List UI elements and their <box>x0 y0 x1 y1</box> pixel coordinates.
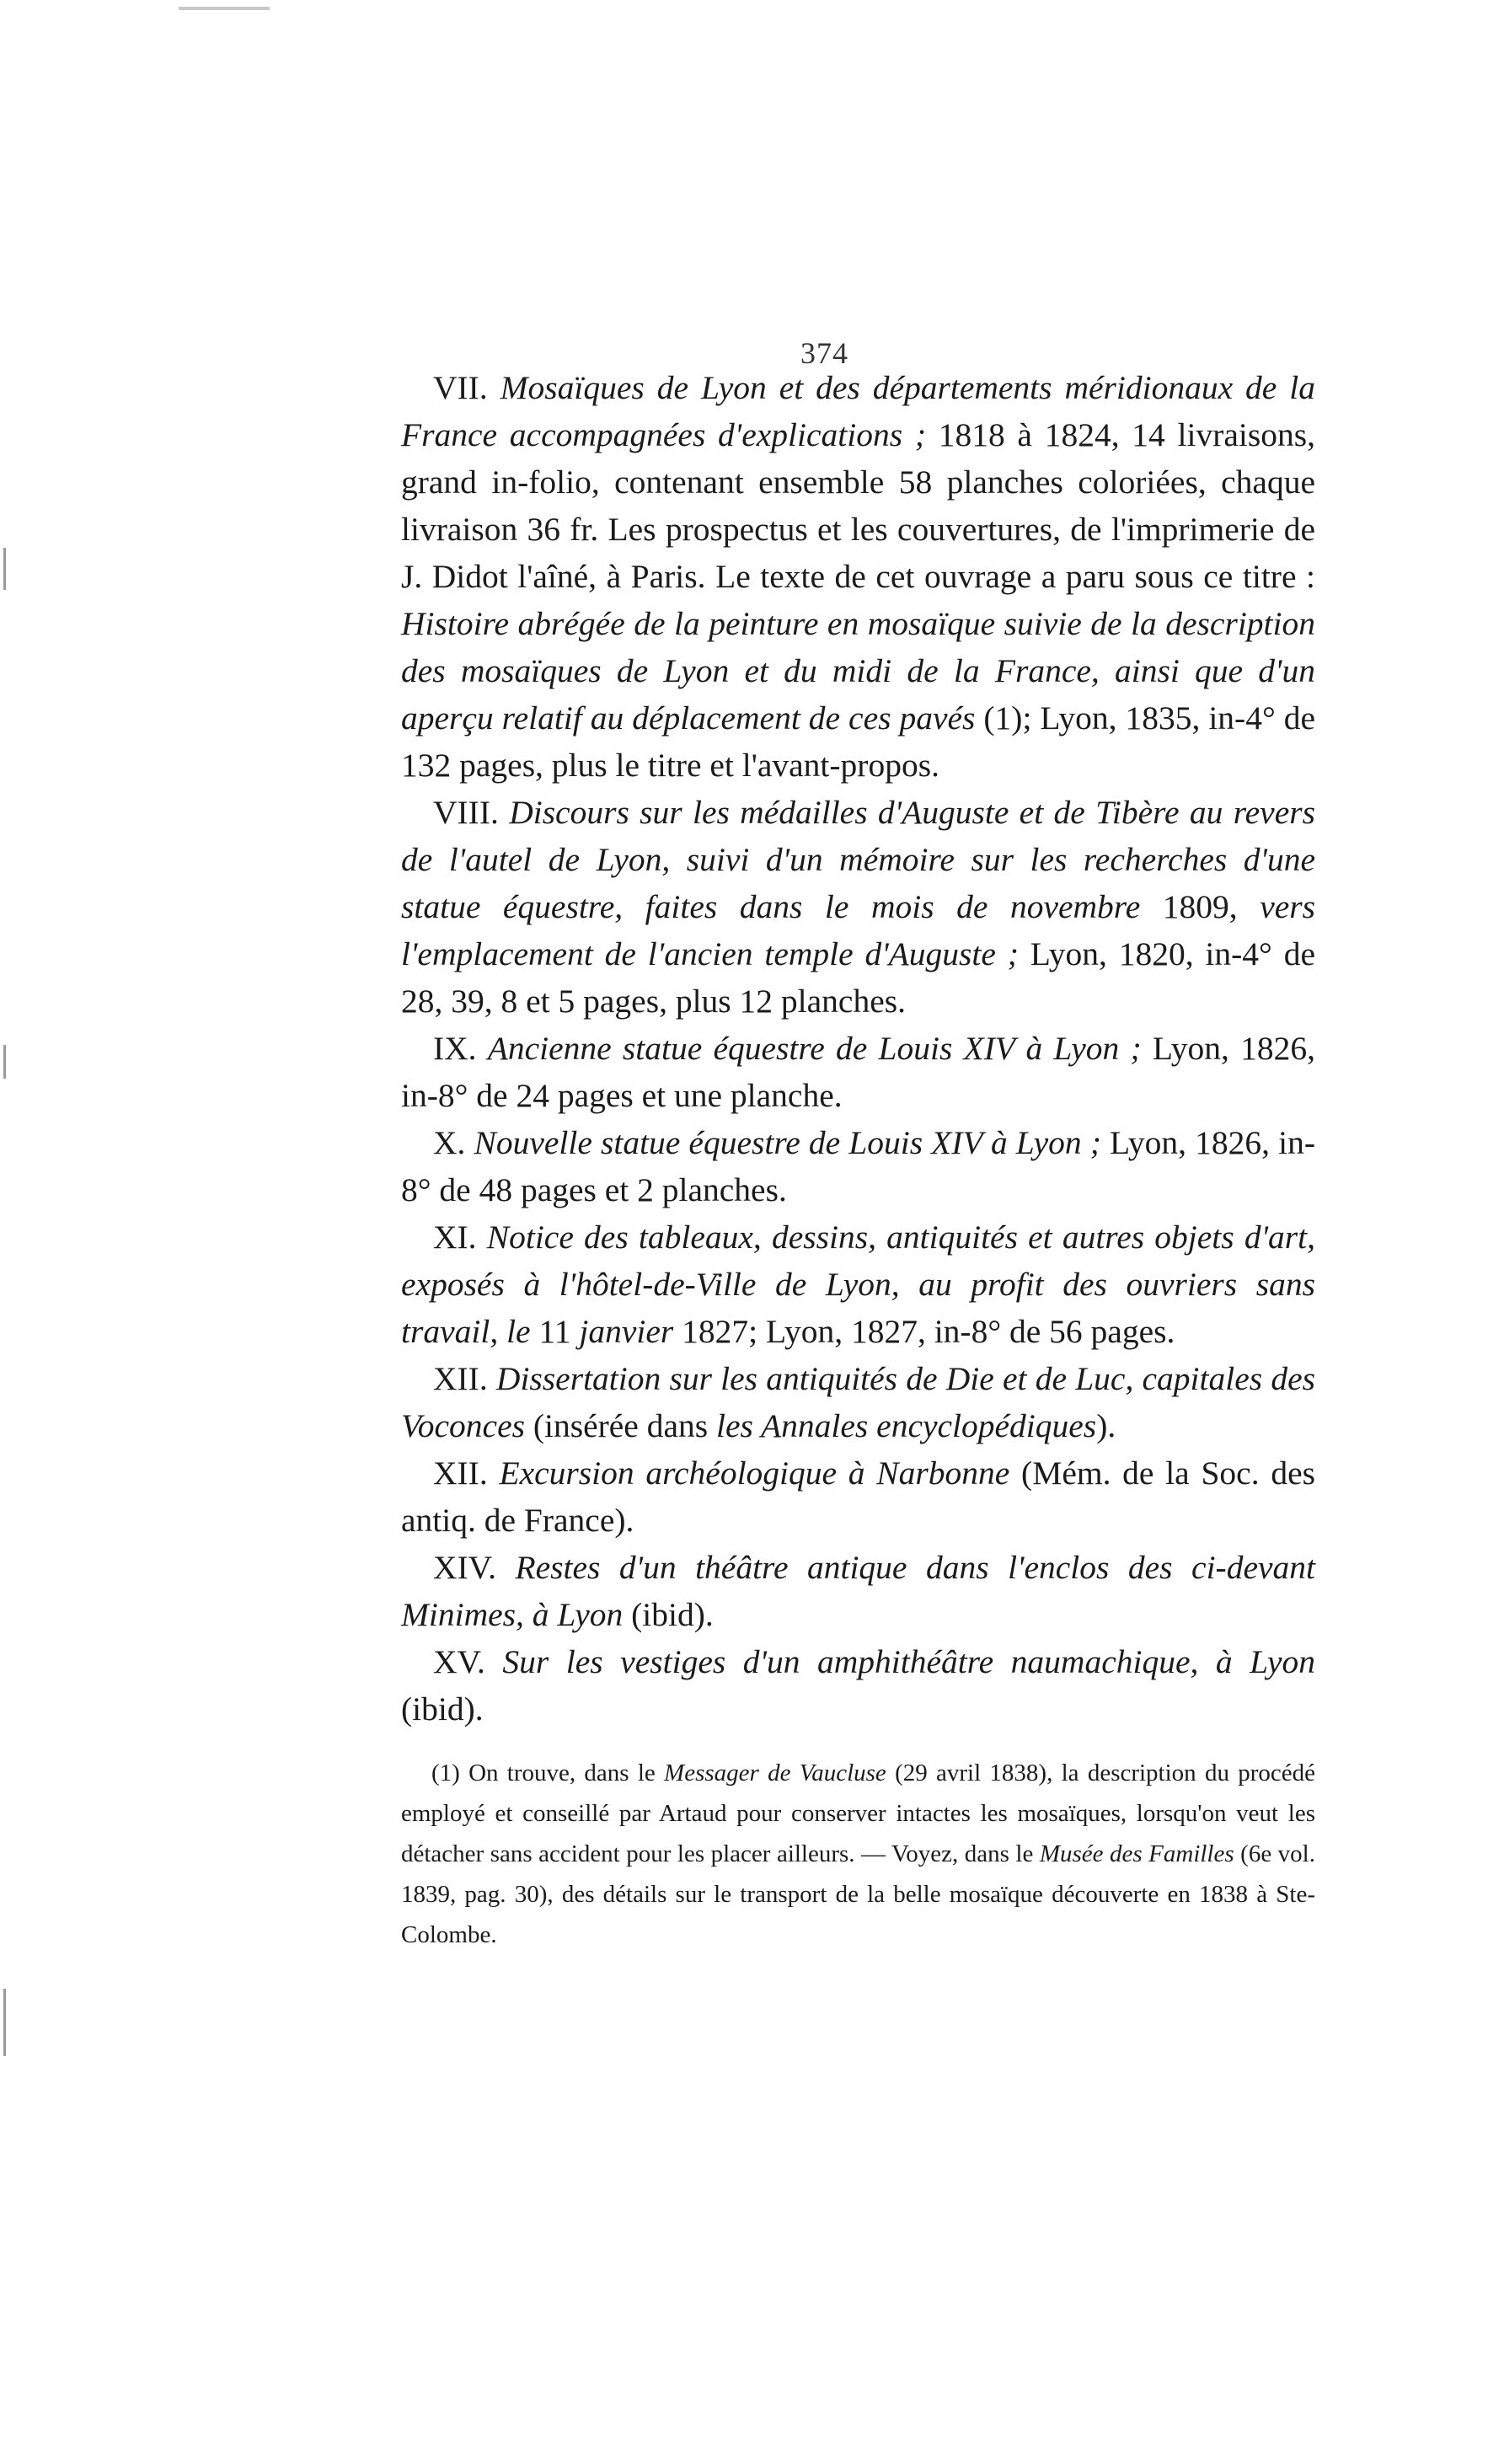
entry-xiv <box>401 1544 1315 1638</box>
entry-text: (Mém. de la Soc. des antiq. de France). <box>401 1454 1315 1539</box>
entry-title: Excursion archéologique à Narbonne <box>499 1454 1010 1492</box>
entry-vii <box>401 364 1315 789</box>
entry-viii <box>401 789 1315 1025</box>
footnote-title: Messager de Vaucluse <box>664 1760 886 1786</box>
entry-text: 1809, <box>1140 888 1260 925</box>
entry-title: Ancienne statue équestre de Louis XIV à Lyon ; <box>487 1030 1142 1067</box>
entry-text: (ibid). <box>623 1596 714 1633</box>
entry-xi <box>401 1213 1315 1355</box>
entry-text: 11 <box>530 1313 580 1350</box>
footnote-text: (29 avril 1838), la description du procédé employé et conseillé par Artaud pour conserver intactes les mosaïques, lorsqu'on veut les détacher sans accident pour les placer ailleurs. — Voyez, dans le <box>401 1760 1315 1867</box>
footnote-text: (6e vol. 1839, pag. 30), des détails sur le transport de la belle mosaïque découverte en 1838 à Ste-Colombe. <box>401 1840 1315 1948</box>
entry-text: ). <box>1096 1407 1116 1444</box>
entry-text: IX. <box>433 1030 488 1067</box>
entry-title: Restes d'un théâtre antique dans l'enclos des ci-devant Minimes, à Lyon <box>401 1549 1315 1633</box>
entry-title: Dissertation sur les antiquités de Die et de Luc, capitales des Voconces <box>401 1360 1315 1444</box>
footnote-title: Musée des Familles <box>1039 1840 1234 1867</box>
entry-text: (ibid). <box>401 1690 484 1727</box>
footnote-text: (1) On trouve, dans le <box>431 1760 665 1786</box>
entry-text: VII. <box>433 369 500 406</box>
page-number: 374 <box>800 336 848 370</box>
entry-text: 1818 à 1824, 14 livraisons, grand in-folio, contenant ensemble 58 planches coloriées, chaque livraison 36 fr. Les prospectus et les couvertures, de l'imprimerie de J. Didot l'aîné, à Paris. Le texte de cet ouvrage a paru sous ce titre : <box>401 416 1315 595</box>
entry-text: VIII. <box>433 794 510 831</box>
footnote <box>401 1753 1315 1955</box>
entry-xii <box>401 1355 1315 1449</box>
left-edge-mark <box>3 1045 6 1079</box>
entry-title: Mosaïques de Lyon et des départements méridionaux de la France accompagnées d'explications ; <box>401 369 1315 453</box>
entry-title: Histoire abrégée de la peinture en mosaïque suivie de la description des mosaïques de Lyon et du midi de la France, ainsi que d'un aperçu relatif au déplacement de ces pavés <box>401 605 1315 737</box>
entry-title: Nouvelle statue équestre de Louis XIV à Lyon ; <box>474 1124 1101 1161</box>
bibliography-entries <box>401 364 1315 1733</box>
entry-title: Discours sur les médailles d'Auguste et de Tibère au revers de l'autel de Lyon, suivi d'un mémoire sur les recherches d'une statue équestre, faites dans le mois de novembre <box>401 794 1315 925</box>
entry-text: 1827; Lyon, 1827, in-8° de 56 pages. <box>673 1313 1175 1350</box>
left-edge-mark <box>3 548 6 590</box>
entry-xv <box>401 1638 1315 1733</box>
entry-title: Sur les vestiges d'un amphithéâtre naumachique, à Lyon <box>502 1643 1315 1680</box>
entry-title: vers l'emplacement de l'ancien temple d'Auguste ; <box>401 888 1315 972</box>
entry-title: Notice des tableaux, dessins, antiquités et autres objets d'art, exposés à l'hôtel-de-Ville de Lyon, au profit des ouvriers sans travail, le <box>401 1219 1315 1350</box>
entry-text: (1); Lyon, 1835, in-4° de 132 pages, plus le titre et l'avant-propos. <box>401 699 1316 784</box>
entry-text: (insérée dans <box>524 1407 716 1444</box>
entry-x <box>401 1119 1315 1213</box>
top-edge-rule <box>179 7 270 10</box>
entry-text: Lyon, 1826, in-8° de 48 pages et 2 planches. <box>401 1124 1315 1208</box>
entry-xiii <box>401 1449 1315 1544</box>
entry-text: Lyon, 1826, in-8° de 24 pages et une planche. <box>401 1030 1315 1114</box>
entry-text: XI. <box>433 1219 487 1256</box>
entry-text: X. <box>433 1124 474 1161</box>
entry-text: XII. <box>433 1360 496 1397</box>
entry-title: janvier <box>579 1313 674 1350</box>
left-edge-mark <box>3 1989 6 2056</box>
entry-text: XII. <box>433 1454 500 1492</box>
entry-title: les Annales encyclopédiques <box>716 1407 1097 1444</box>
entry-ix <box>401 1025 1315 1119</box>
entry-text: XIV. <box>433 1549 516 1586</box>
entry-text: XV. <box>433 1643 503 1680</box>
entry-text: Lyon, 1820, in-4° de 28, 39, 8 et 5 pages, plus 12 planches. <box>401 935 1315 1020</box>
